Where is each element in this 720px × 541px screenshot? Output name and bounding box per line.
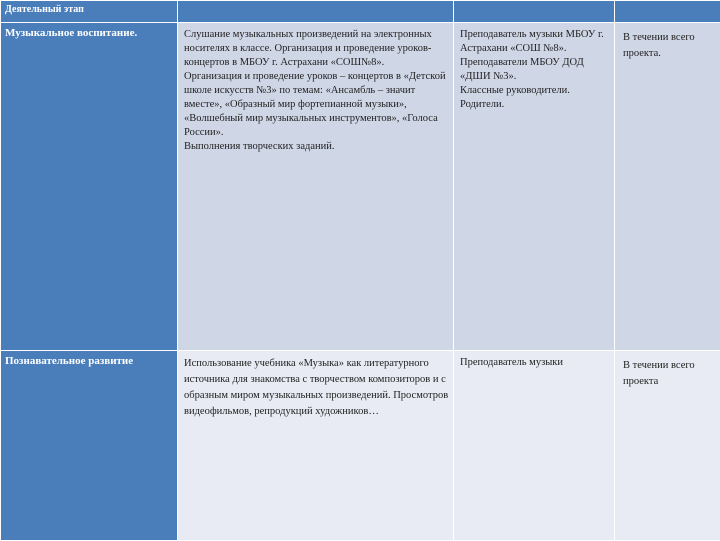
period-cell: В течении всего проекта. bbox=[615, 23, 720, 351]
period-cell: В течении всего проекта bbox=[615, 351, 720, 541]
stage-title: Деятельный этап bbox=[1, 1, 178, 23]
table-row bbox=[1, 23, 720, 351]
responsible-text: Преподаватель музыки bbox=[460, 356, 610, 370]
responsible-cell bbox=[454, 351, 615, 541]
header-cell bbox=[615, 1, 720, 23]
responsible-text: Преподаватель музыки МБОУ г. Астрахани «СОШ №8». bbox=[460, 28, 610, 56]
activities-cell bbox=[178, 351, 454, 541]
header-cell bbox=[178, 1, 454, 23]
activity-text: Использование учебника «Музыка» как литературного источника для знакомства с творчеством композиторов и с образным миром музыкальных произведений. Просмотров видеофильмов, репродукций художников… bbox=[184, 356, 449, 420]
table-header-row bbox=[1, 1, 720, 23]
activity-text: Слушание музыкальных произведений на электронных носителях в классе. Организация и проведение уроков-концертов в МБОУ г. Астрахани «СОШ№8». bbox=[184, 28, 449, 70]
header-cell bbox=[454, 1, 615, 23]
responsible-text: Родители. bbox=[460, 98, 610, 112]
area-cell: Музыкальное воспитание. bbox=[1, 23, 178, 351]
area-cell: Познавательное развитие bbox=[1, 351, 178, 541]
responsible-text: Преподаватели МБОУ ДОД «ДШИ №3». bbox=[460, 56, 610, 84]
activities-cell bbox=[178, 23, 454, 351]
activity-text: Организация и проведение уроков – концертов в «Детской школе искусств №3» по темам: «Ансамбль – значит вместе», «Образный мир фортепианной музыки», «Волшебный мир музыкальных инструментов», «Голоса России». bbox=[184, 70, 449, 140]
table-row bbox=[1, 351, 720, 541]
responsible-cell bbox=[454, 23, 615, 351]
responsible-text: Классные руководители. bbox=[460, 84, 610, 98]
activity-text: Выполнения творческих заданий. bbox=[184, 140, 449, 154]
